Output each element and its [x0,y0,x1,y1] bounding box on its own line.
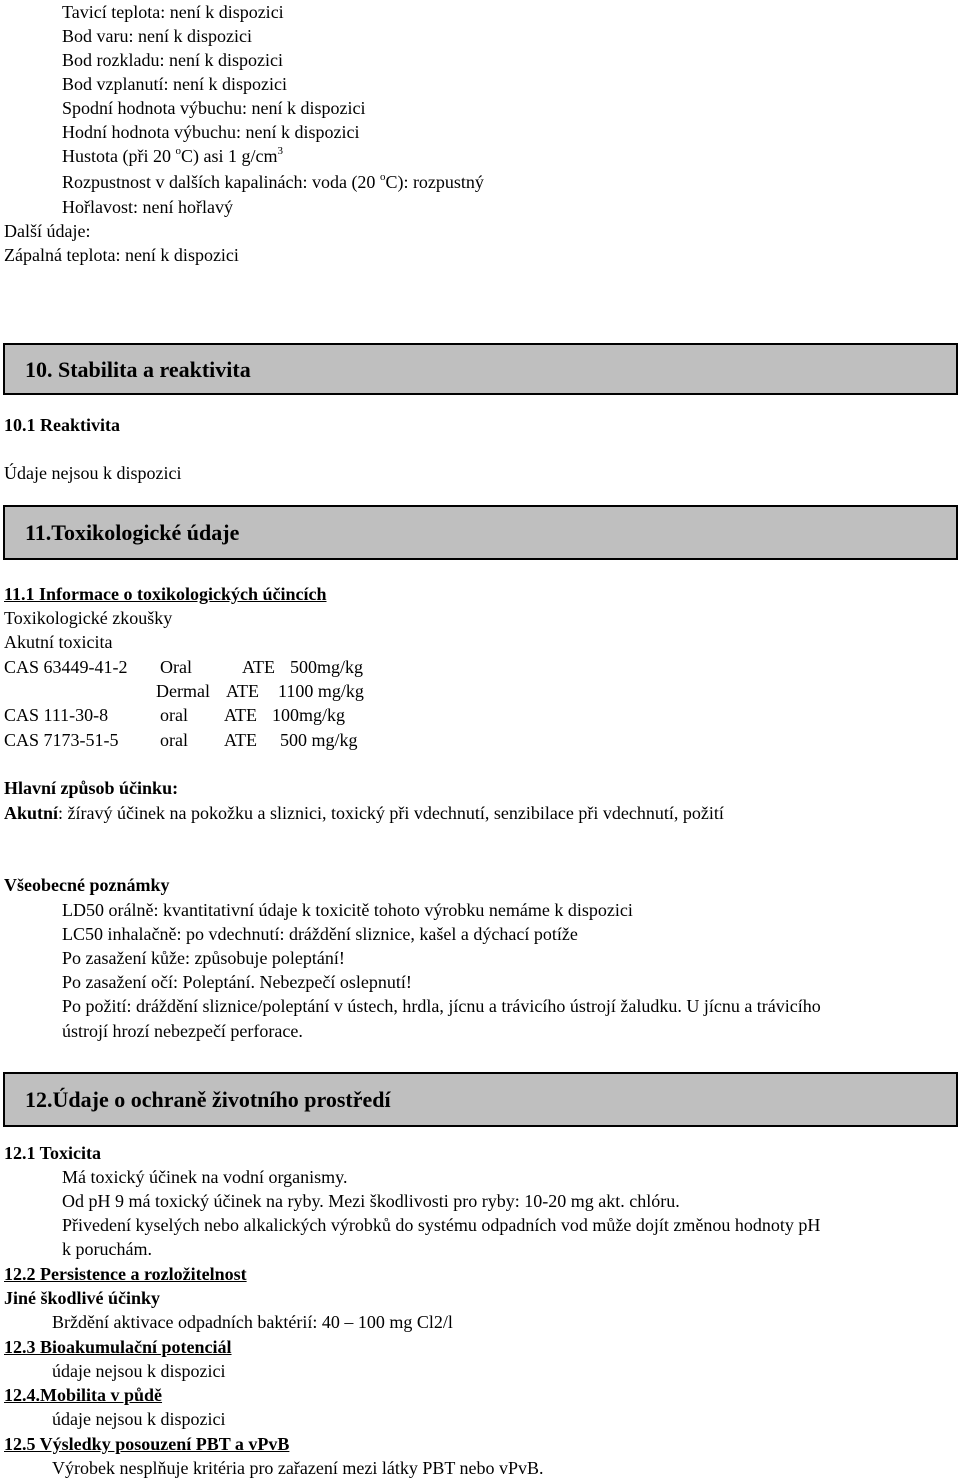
tox-cas: CAS 63449-41-2 [4,657,128,677]
note-ld50: LD50 orálně: kvantitativní údaje k toxicitě tohoto výrobku nemáme k dispozici [62,900,633,920]
bacteria-text: Brždění aktivace odpadních baktérií: 40 – 100 mg Cl2/l [52,1312,453,1332]
tox-ate: ATE [224,730,257,750]
section-10-1-heading: 10.1 Reaktivita [4,415,120,435]
tox-route: Oral [160,657,192,677]
section-12-3-text: údaje nejsou k dispozici [52,1361,226,1381]
section-11-1-heading: 11.1 Informace o toxikologických účincích [4,584,327,604]
section-10-1-text: Údaje nejsou k dispozici [4,463,182,483]
note-ingestion: Po požití: dráždění sliznice/poleptání v ústech, hrdla, jícnu a trávicího ústrojí žaludku. U jícnu a trávicího [62,996,821,1016]
note-skin: Po zasažení kůže: způsobuje poleptání! [62,948,345,968]
tox-cas: CAS 111-30-8 [4,705,109,725]
note-lc50: LC50 inhalačně: po vdechnutí: dráždění sliznice, kašel a dýchací potíže [62,924,578,944]
note-ingestion-cont: ústrojí hrozí nebezpečí perforace. [62,1021,303,1041]
acute-effect: Akutní: žíravý účinek na pokožku a sliznici, toxický při vdechnutí, senzibilace při vdechnutí, požití [4,803,724,823]
section-10-header [3,343,958,395]
note-eyes: Po zasažení očí: Poleptání. Nebezpečí oslepnutí! [62,972,412,992]
toxicity-line-4: k poruchám. [62,1239,152,1259]
tox-ate: ATE [226,681,259,701]
other-data-label: Další údaje: [4,221,91,241]
toxicity-line-1: Má toxický účinek na vodní organismy. [62,1167,348,1187]
section-12-3-heading: 12.3 Bioakumulační potenciál [4,1337,232,1357]
prop-flammability: Hořlavost: není hořlavý [62,197,233,217]
section-12-4-heading: 12.4.Mobilita v půdě [4,1385,163,1405]
prop-upper-explosion: Hodní hodnota výbuchu: není k dispozici [62,122,360,142]
toxicity-line-2: Od pH 9 má toxický účinek na ryby. Mezi škodlivosti pro ryby: 10-20 mg akt. chlóru. [62,1191,680,1211]
section-11-title: 11.Toxikologické údaje [25,520,240,545]
tox-route: oral [160,730,188,750]
tox-cas: CAS 7173-51-5 [4,730,119,750]
tox-value: 1100 mg/kg [278,681,364,701]
tox-route: oral [160,705,188,725]
tox-ate: ATE [242,657,275,677]
tox-tests-label: Toxikologické zkoušky [4,608,173,628]
section-12-4-text: údaje nejsou k dispozici [52,1409,226,1429]
prop-decomposition: Bod rozkladu: není k dispozici [62,50,283,70]
other-effects-label: Jiné škodlivé účinky [4,1288,161,1308]
acute-toxicity-label: Akutní toxicita [4,632,113,652]
section-12-2-heading: 12.2 Persistence a rozložitelnost [4,1264,247,1284]
section-11-header [3,505,958,560]
section-12-title: 12.Údaje o ochraně životního prostředí [25,1087,391,1112]
prop-melting: Tavicí teplota: není k dispozici [62,2,284,22]
prop-lower-explosion: Spodní hodnota výbuchu: není k dispozici [62,98,366,118]
tox-value: 500mg/kg [290,657,364,677]
section-12-5-heading: 12.5 Výsledky posouzení PBT a vPvB [4,1434,290,1454]
tox-value: 100mg/kg [272,705,346,725]
section-12-1-heading: 12.1 Toxicita [4,1143,102,1163]
prop-boiling: Bod varu: není k dispozici [62,26,252,46]
prop-flash-point: Bod vzplanutí: není k dispozici [62,74,287,94]
toxicity-line-3: Přivedení kyselých nebo alkalických výrobků do systému odpadních vod může dojít změnou hodnoty pH [62,1215,821,1235]
main-effect-label: Hlavní způsob účinku: [4,778,179,798]
tox-value: 500 mg/kg [280,730,358,750]
tox-route: Dermal [156,681,210,701]
section-10-title: 10. Stabilita a reaktivita [25,357,251,382]
prop-ignition: Zápalná teplota: není k dispozici [4,245,239,265]
general-notes-label: Všeobecné poznámky [4,875,170,895]
prop-solubility: Rozpustnost v dalších kapalinách: voda (20 $^o$C): rozpustný [62,171,484,192]
prop-density: Hustota (při 20 $^o$C) asi 1 $g/cm^3$ [62,145,283,166]
tox-ate: ATE [224,705,257,725]
section-12-5-text: Výrobek nesplňuje kritéria pro zařazení mezi látky PBT nebo vPvB. [52,1458,544,1478]
section-12-header [3,1072,958,1127]
